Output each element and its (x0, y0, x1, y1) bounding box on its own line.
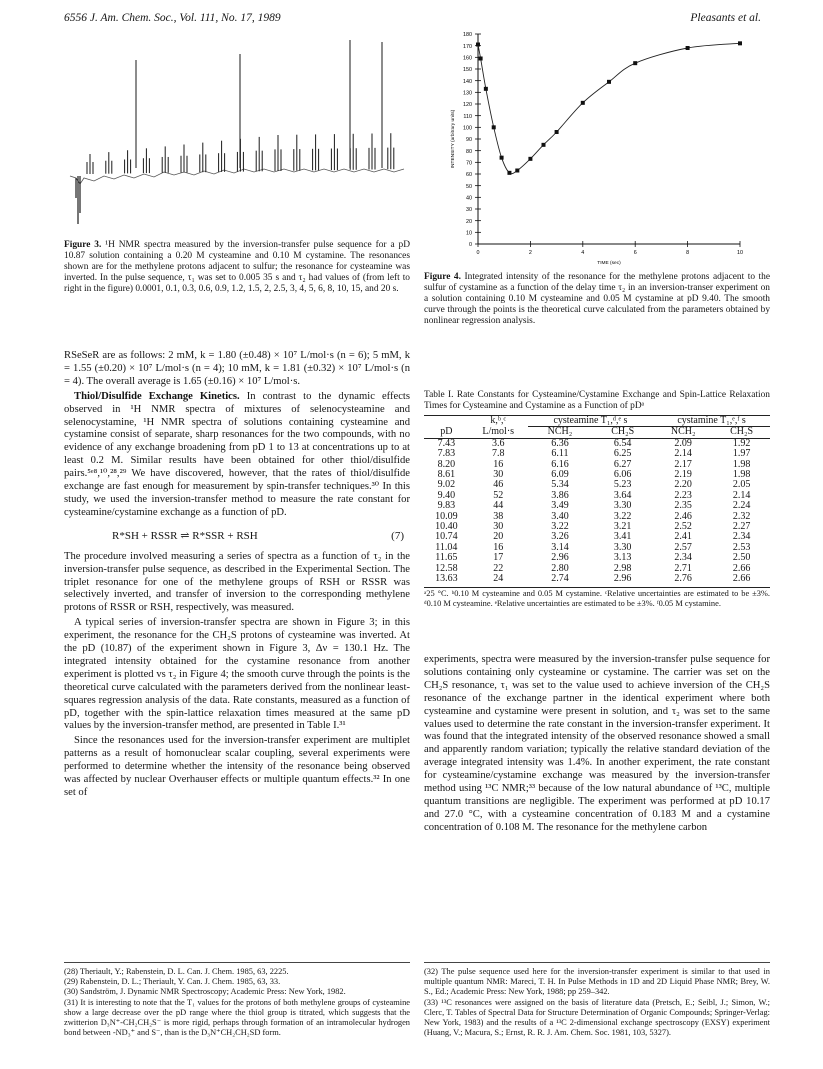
footnote: (28) Theriault, Y.; Rabenstein, D. L. Can. J. Chem. 1985, 63, 2225. (64, 967, 289, 976)
table-header-ch2s: CH₂S (730, 426, 754, 438)
table-footnote: ᵃ25 °C. ᵇ0.10 M cysteamine and 0.05 M cystamine. ᶜRelative uncertainties are estimated to be ±3%. ᵈ0.10 M cysteamine. ᵉRelative uncertainties are estimated to be ±3%. ᶠ0.05 M cystamine. (424, 588, 770, 608)
table-cell: 7.8 (491, 448, 505, 460)
y-tick-label: 160 (463, 55, 472, 62)
table-cell: 6.16 (551, 458, 569, 470)
table-row (424, 512, 770, 522)
table-cell: 9.83 (437, 500, 456, 512)
y-tick-label: 40 (466, 195, 472, 202)
figure-3-caption (64, 240, 410, 295)
table-cell: 20 (493, 531, 504, 543)
table-row (424, 480, 770, 490)
y-tick-label: 130 (463, 90, 472, 97)
running-head-right: Pleasants et al. (690, 12, 761, 24)
table-header-k: k,ᵇ,ᶜ (490, 415, 507, 427)
paragraph: The procedure involved measuring a series of spectra as a function of τ₂ in the inversion-transfer pulse sequence, as described in the Experimental Section. The triplet resonance for one of the methylene groups of RSH or RSSR was selectively inverted, and transfer of inversion to the corresponding methylene protons of RSSR or RSH, respectively, was measured. (64, 550, 410, 614)
data-point (607, 80, 611, 84)
table-cell: 2.20 (674, 479, 692, 491)
y-tick-label: 140 (463, 78, 472, 85)
y-tick-label: 80 (466, 148, 472, 155)
table-header-cysteamine: cysteamine T₁,ᵈ,ᵉ s (528, 416, 653, 427)
table-cell: 2.34 (732, 531, 751, 543)
table-cell: 2.71 (674, 562, 692, 574)
table-cell: 6.09 (551, 469, 569, 481)
table-cell: 2.24 (732, 500, 751, 512)
table-cell: 6.54 (613, 437, 632, 449)
table-header-pd: pD (440, 426, 453, 438)
x-tick-label: 6 (633, 250, 637, 256)
equation-text: R*SH + RSSR ⇌ R*SSR + RSH (112, 529, 258, 542)
table-cell: 2.74 (551, 573, 569, 585)
table-cell: 2.57 (674, 541, 692, 553)
data-point (484, 87, 488, 91)
table-cell: 2.19 (674, 469, 692, 481)
table-cell: 6.11 (551, 448, 569, 460)
table-cell: 3.6 (491, 437, 505, 449)
y-axis-label: INTENSITY (arbitrary units) (451, 109, 456, 169)
table-cell: 2.09 (674, 437, 692, 449)
table-cell: 3.21 (613, 521, 632, 533)
data-point (555, 130, 559, 134)
data-point (581, 101, 585, 105)
running-head-left: 6556 J. Am. Chem. Soc., Vol. 111, No. 17, 1989 (64, 12, 281, 24)
equation-number: (7) (391, 529, 404, 542)
table-row (424, 574, 770, 584)
table-cell: 46 (493, 479, 504, 491)
footnotes-right (424, 962, 770, 1038)
data-point (738, 41, 742, 45)
table-cell: 2.96 (551, 552, 569, 564)
table-row (424, 438, 770, 449)
table-cell: 22 (493, 562, 504, 574)
table-cell: 9.40 (437, 489, 456, 501)
footnote: (31) It is interesting to note that the T₁ values for the protons of both methylene groups of cysteamine show a large decrease over the pD range where the thiol group is titrated, which suggests that the zwitterion D₃N⁺-CH₂CH₂S⁻ is more rigid, perhaps through formation of an intramolecular hydrogen bond between -ND₃⁺ and S⁻, than is the D₃N⁺CH₂CH₂SD form. (64, 997, 410, 1038)
equation-7 (64, 522, 410, 551)
table-cell: 2.17 (674, 458, 692, 470)
table-cell: 2.96 (613, 573, 632, 585)
table-cell: 2.41 (674, 531, 692, 543)
table-cell: 2.27 (732, 521, 751, 533)
y-tick-label: 100 (463, 125, 472, 132)
table-cell: 5.23 (613, 479, 632, 491)
table-cell: 6.36 (551, 437, 569, 449)
table-cell: 13.63 (435, 573, 458, 585)
data-point (542, 143, 546, 147)
x-tick-label: 10 (737, 250, 743, 256)
x-tick-label: 2 (528, 250, 532, 256)
table-cell: 52 (493, 489, 504, 501)
table-cell: 10.09 (435, 510, 458, 522)
figure-4-caption-text: Integrated intensity of the resonance for the methylene protons adjacent to the sulfur of cystamine as a function of the delay time τ₂ in an inversion-transer experiment on a solution containing 0.10 M cysteamine and 0.05 M cystamine at pD 9.40. The smooth curve through the points is the theoretical curve calculated from the parameters obtained by nonlinear regression analysis. (424, 272, 771, 326)
table-cell: 11.04 (435, 541, 458, 553)
table-header-nch2: NCH₂ (670, 426, 696, 438)
x-axis-label: TIME (sec) (597, 261, 621, 266)
table-cell: 5.34 (551, 479, 569, 491)
table-cell: 10.40 (435, 521, 458, 533)
table-cell: 6.06 (613, 469, 632, 481)
table-cell: 2.66 (732, 573, 751, 585)
y-tick-label: 150 (463, 67, 472, 74)
table-cell: 38 (493, 510, 504, 522)
y-tick-label: 70 (466, 160, 472, 167)
table-cell: 8.61 (437, 469, 456, 481)
table-cell: 9.02 (437, 479, 456, 491)
paragraph: RSeSeR are as follows: 2 mM, k = 1.80 (±0.48) × 10⁷ L/mol·s (n = 6); 5 mM, k = 1.55 (±0.20) × 10⁷ L/mol·s (n = 4); 10 mM, k = 1.81 (±0.32) × 10⁷ L/mol·s (n = 4). The overall average is 1.65 (±0.16) × 10⁷ L/mol·s. (64, 350, 410, 387)
table-cell: 44 (493, 500, 504, 512)
figure-3-label: Figure 3. (64, 240, 102, 250)
theoretical-curve (478, 43, 740, 173)
paragraph (64, 391, 410, 520)
y-tick-label: 90 (466, 137, 472, 144)
table-1-grid (424, 415, 770, 585)
table-cell: 2.14 (732, 489, 751, 501)
table-cell: 30 (493, 521, 504, 533)
table-cell: 2.46 (674, 510, 692, 522)
table-cell: 2.05 (732, 479, 751, 491)
footnote: (33) ¹³C resonances were assigned on the basis of literature data (Pretsch, E.; Seibl, J.; Simon, W.; Clerc, T. Tables of Spectral Data for Structure Determination of Organic Compounds; Springer-Verlag: New York, 1983) and the results of a ¹³C 2-dimensional exchange spectroscopy (EXSY) experiment (Huang, V.; Macura, S.; Ernst, R. R. J. Am. Chem. Soc. 1981, 103, 5327). (424, 997, 770, 1038)
y-tick-label: 120 (463, 102, 472, 109)
table-cell: 3.22 (613, 510, 632, 522)
y-tick-label: 0 (469, 242, 472, 249)
paragraph: Since the resonances used for the inversion-transfer experiment are multiplet patterns as a result of homonuclear scalar coupling, several experiments were performed to determine whether the intensity of the resonance being observed was affected by nuclear Overhauser effects or multiple quantum effects.³² In one set of (64, 735, 410, 798)
footnote: (30) Sandström, J. Dynamic NMR Spectroscopy; Academic Press: New York, 1982. (64, 987, 346, 997)
table-row (424, 553, 770, 563)
table-cell: 1.97 (732, 448, 751, 460)
figure-4-chart (424, 28, 764, 268)
body-left-column (64, 350, 410, 802)
table-row (424, 449, 770, 459)
table-cell: 3.49 (551, 500, 569, 512)
table-cell: 16 (493, 458, 504, 470)
table-cell: 3.86 (551, 489, 569, 501)
table-cell: 7.43 (437, 437, 456, 449)
footnotes-left (64, 962, 410, 1038)
y-tick-label: 60 (466, 172, 472, 179)
figure-4-label: Figure 4. (424, 272, 461, 282)
figure-3-spectra (64, 38, 410, 234)
table-row (424, 522, 770, 532)
table-cell: 11.65 (435, 552, 458, 564)
footnote: (29) Rabenstein, D. L.; Theriault, Y. Can. J. Chem. 1985, 63, 33. (64, 977, 281, 987)
table-cell: 2.52 (674, 521, 692, 533)
table-cell: 6.27 (613, 458, 632, 470)
x-tick-label: 8 (686, 250, 690, 256)
table-cell: 10.74 (435, 531, 458, 543)
table-cell: 2.66 (732, 562, 751, 574)
body-right-column (424, 654, 770, 837)
y-tick-label: 20 (466, 218, 472, 225)
table-cell: 2.50 (732, 552, 751, 564)
y-tick-label: 50 (466, 183, 472, 190)
nmr-spectra-svg (64, 38, 410, 234)
y-tick-label: 110 (463, 113, 472, 120)
data-point (492, 125, 496, 129)
data-point (515, 169, 519, 173)
data-point (479, 57, 483, 61)
table-cell: 17 (493, 552, 504, 564)
intensity-vs-time-chart (424, 28, 764, 268)
table-cell: 3.13 (613, 552, 632, 564)
table-cell: 3.64 (613, 489, 632, 501)
table-row (424, 532, 770, 542)
x-tick-label: 0 (476, 250, 480, 256)
x-tick-label: 4 (581, 250, 585, 256)
table-cell: 1.98 (732, 469, 751, 481)
table-header-ch2s: CH₂S (611, 426, 635, 438)
table-cell: 3.40 (551, 510, 569, 522)
table-row (424, 491, 770, 501)
figure-3-caption-text: ¹H NMR spectra measured by the inversion-transfer pulse sequence for a pD 10.87 solution containing a 0.20 M cysteamine and 0.10 M cystamine. The resonances shown are for the methylene protons adjacent to sulfur; the resonance for cysteamine was inverted. In the pulse sequence, τ₁ was set to 0.005 35 s and τ₂ had values of (from left to right in the figure) 0.0001, 0.1, 0.3, 0.6, 0.9, 1.2, 1.5, 2, 2.5, 3, 4, 5, 6, 8, 10, 15, and 20 s. (64, 240, 411, 294)
table-row (424, 543, 770, 553)
data-point (507, 171, 511, 175)
table-cell: 2.34 (674, 552, 692, 564)
table-row (424, 564, 770, 574)
table-row (424, 501, 770, 511)
table-cell: 3.30 (613, 541, 632, 553)
table-cell: 1.98 (732, 458, 751, 470)
data-point (500, 156, 504, 160)
footnote: (32) The pulse sequence used here for the inversion-transfer experiment is similar to that used in multiple quantum NMR: Mareci, T. H. In Pulse Methods in 1D and 2D Liquid Phase NMR; Brey, W. S., Ed.; Academic Press: New York, 1988; pp 259–342. (424, 967, 770, 997)
table-cell: 24 (493, 573, 504, 585)
paragraph: experiments, spectra were measured by the inversion-transfer pulse sequence for solutions containing only cysteamine or cystamine. The carrier was set on the CH₂S resonance, τ₁ was set to the value used to achieve inversion of the CH₂S resonance of the exchange partner in the identical experiment where both cysteamine and cystamine were present in solution, and τ₂ was set to the same values used to determine the rate constant in the inversion-transfer experiment. It was found that the integrated intensity of the observed resonance showed a small and apparently random variation; typically the relative standard deviation of the average integrated intensity was 1.4%. In another experiment, the rate constant for cysteamine/cystamine exchange was measured by the inversion-transfer method using ¹³C NMR;³³ because of the low natural abundance of ¹³C, multiple quantum transitions are negligible. The experiment was performed at pD 10.17 and 27.0 °C, with a cysteamine concentration of 0.183 M and a cystamine concentration of 0.108 M. The resonance for the methylene carbon (424, 654, 770, 833)
table-header-cystamine: cystamine T₁,ᵉ,ᶠ s (653, 416, 770, 427)
table-title: Table I. Rate Constants for Cysteamine/Cystamine Exchange and Spin-Lattice Relaxation Times for Cysteamine and Cystamine as a Function of pDᵃ (424, 390, 770, 411)
table-row (424, 460, 770, 470)
data-point (686, 46, 690, 50)
table-cell: 7.83 (437, 448, 456, 460)
table-cell: 2.35 (674, 500, 692, 512)
table-cell: 3.14 (551, 541, 569, 553)
table-cell: 3.41 (613, 531, 632, 543)
table-cell: 2.53 (732, 541, 751, 553)
paragraph: A typical series of inversion-transfer spectra are shown in Figure 3; in this experiment, the resonance for the CH₂S protons of cysteamine was inverted. At the pD (10.87) of the experiment shown in Figure 3, Δν = 130.1 Hz. The integrated intensity obtained for the cystamine resonance from another experiment is plotted vs τ₂ in Figure 4; the smooth curve through the points is the theoretical curve calculated with the parameters derived from the nonlinear least-squares regression analysis of the data. Rate constants, measured as a function of pD, together with the spin-lattice relaxation times measured at the same pD values by the inversion-transfer method, are presented in Table I.³¹ (64, 617, 410, 732)
data-point (476, 43, 480, 47)
table-cell: 2.14 (674, 448, 692, 460)
table-cell: 8.20 (437, 458, 456, 470)
table-header-units: L/mol·s (482, 426, 515, 438)
y-tick-label: 10 (466, 230, 472, 237)
table-cell: 2.32 (732, 510, 751, 522)
table-cell: 30 (493, 469, 504, 481)
table-cell: 3.22 (551, 521, 569, 533)
table-cell: 2.76 (674, 573, 692, 585)
table-cell: 3.26 (551, 531, 569, 543)
table-1 (424, 390, 770, 609)
table-cell: 2.98 (613, 562, 632, 574)
table-cell: 1.92 (732, 437, 751, 449)
table-header-nch2: NCH₂ (547, 426, 573, 438)
table-row (424, 470, 770, 480)
y-tick-label: 170 (463, 43, 472, 50)
table-cell: 2.23 (674, 489, 692, 501)
figure-4-caption (424, 272, 770, 327)
y-tick-label: 30 (466, 207, 472, 214)
paragraph-text: In contrast to the dynamic effects observed in ¹H NMR spectra of mixtures of selenocysteamine and selenocystamine, ¹H NMR spectra of solutions containing cysteamine and cystamine consist of separate, sharp resonances for the two compounds, with no evidence of any exchange broadening from pD 1 to 13 at concentrations up to at least 0.2 M. Similar results have been obtained for other thiol/disulfide pairs.⁵ᵉ⁸,¹⁰,²⁸,²⁹ We have discovered, however, that the rates of thiol/disulfide exchange are fast enough for measurement by spin-transfer techniques.³⁰ In this study, we used the inversion-transfer method to measure the rate constant for cysteamine/cystamine exchange as a function of pD. (64, 390, 410, 518)
table-cell: 12.58 (435, 562, 458, 574)
data-point (528, 157, 532, 161)
table-cell: 3.30 (613, 500, 632, 512)
table-cell: 16 (493, 541, 504, 553)
table-cell: 6.25 (613, 448, 632, 460)
y-tick-label: 180 (463, 32, 472, 39)
table-cell: 2.80 (551, 562, 569, 574)
data-point (633, 61, 637, 65)
section-heading: Thiol/Disulfide Exchange Kinetics. (74, 390, 240, 402)
